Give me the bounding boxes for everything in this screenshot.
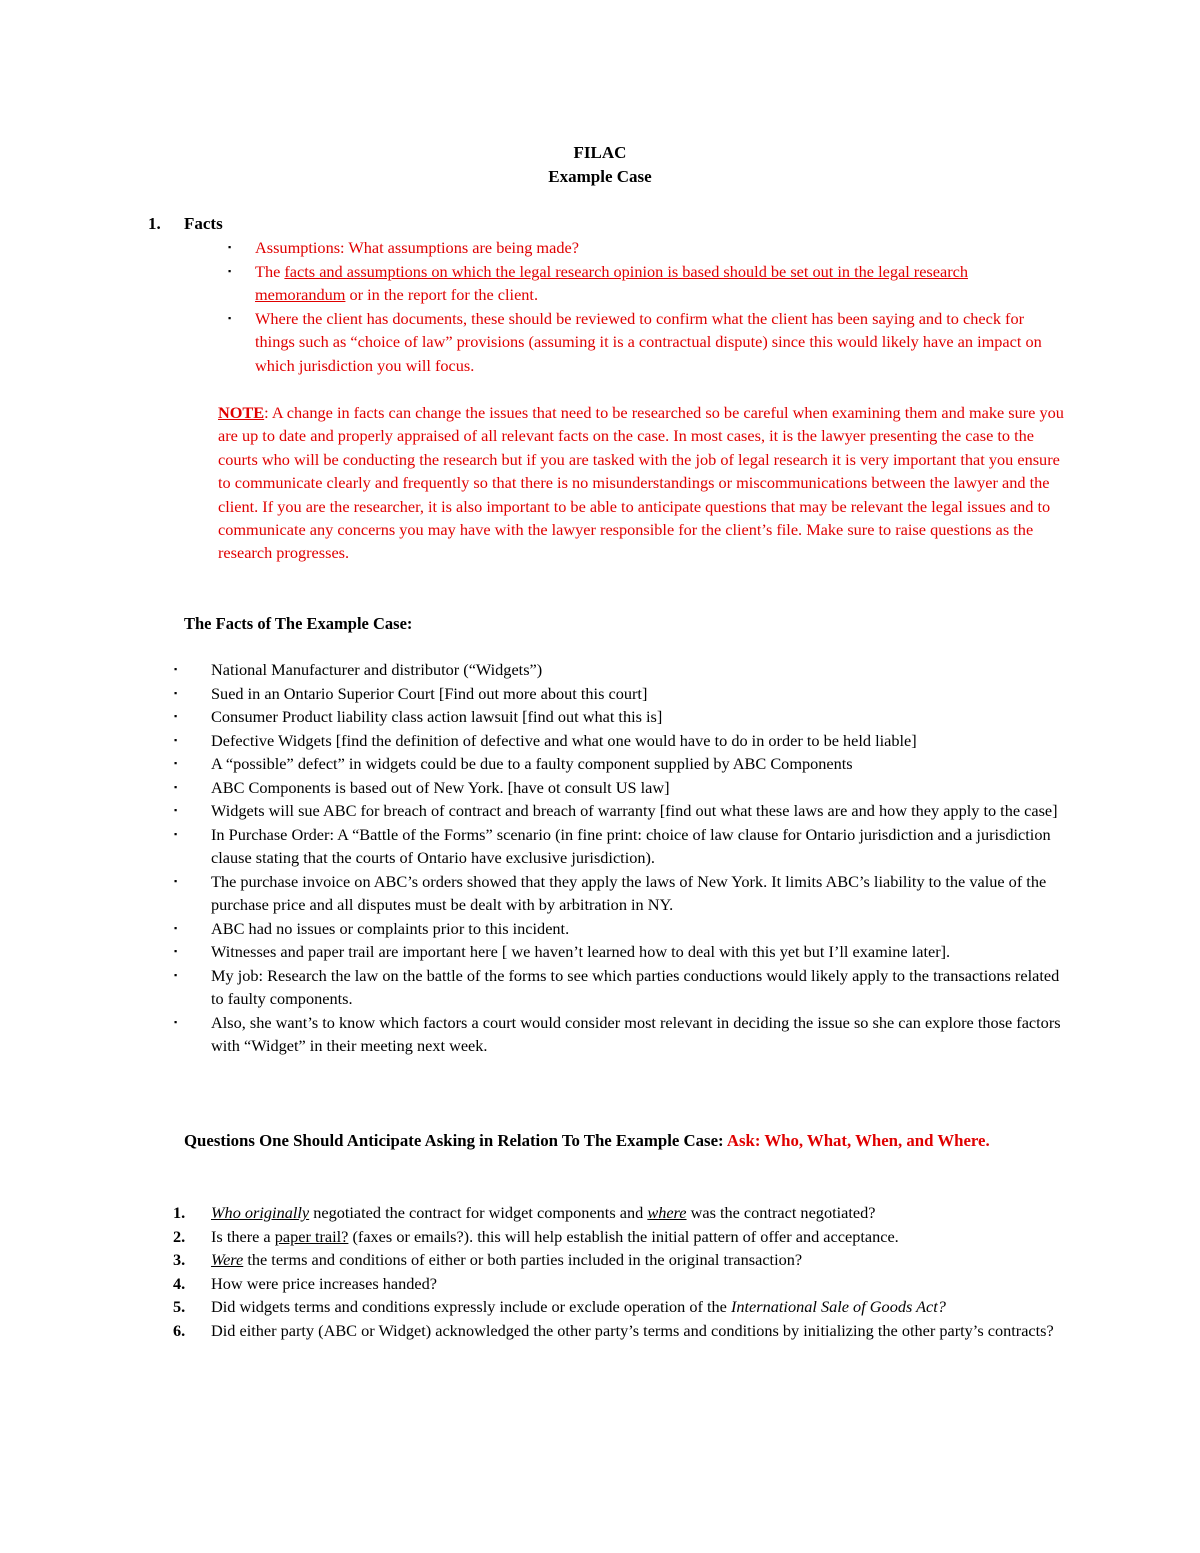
list-item: ▪ Witnesses and paper trail are important here [ we haven’t learned how to deal with this yet but I’ll examine later]. [211,940,1071,964]
assumptions-list [255,236,1055,377]
list-item-text: Where the client has documents, these should be reviewed to confirm what the client has been saying and to check for things such as “choice of law” provisions (assuming it is a contractual dispute) since this would likely have an impact on which jurisdiction you will focus. [255,308,1042,375]
facts-section-title: The Facts of The Example Case: [184,614,413,633]
question-text: Did widgets terms and conditions expressly include or exclude operation of the [211,1297,731,1317]
question-number: 5. [173,1297,186,1317]
question-text: Is there a [211,1226,275,1246]
note-text: : A change in facts can change the issues that need to be researched so be careful when examining them and make sure you are up to date and properly appraised of all relevant facts on the case. In most cases, it is the lawyer presenting the case to the courts who will be conducting the research but if you are tasked with the job of legal research it is very important that you ensure to communicate clearly and frequently so that there is no misunderstandings or miscommunications between the lawyer and the client. If you are the researcher, it is also important to be able to anticipate questions that may be relevant the legal issues and to communicate any concerns you may have with the lawyer responsible for the client’s file. Make sure to raise questions as the research progresses. [218,403,1064,563]
list-item: ▪ National Manufacturer and distributor (“Widgets”) [211,658,1071,682]
questions-title-text: Questions One Should Anticipate Asking in Relation To The Example Case: [184,1131,727,1150]
question-number: 6. [173,1320,186,1340]
note-paragraph [218,401,1068,565]
list-item-text: or in the report for the client. [345,285,539,304]
list-item [255,236,1055,260]
question-number: 2. [173,1226,186,1246]
question-number: 3. [173,1250,186,1270]
question-text: How were price increases handed? [211,1273,438,1293]
list-item: ▪ A “possible” defect” in widgets could be due to a faulty component supplied by ABC Components [211,752,1071,776]
list-item: ▪ ABC Components is based out of New York. [have ot consult US law] [211,776,1071,800]
list-item: ▪ Sued in an Ontario Superior Court [Find out more about this court] [211,682,1071,706]
underlined-text: Were [211,1250,244,1270]
section-facts-heading [148,214,223,234]
facts-list [211,658,1071,1058]
list-item: ▪ Defective Widgets [find the definition of defective and what one would have to do in order to be held liable] [211,729,1071,753]
underlined-text: where [647,1203,687,1222]
underlined-text: facts and assumptions on which the legal research opinion is based should be set out in the legal research memorandum [255,261,969,304]
document-subtitle: Example Case [548,167,652,186]
list-item: ▪ In Purchase Order: A “Battle of the Forms” scenario (in fine print: choice of law clause for Ontario jurisdiction and a jurisdiction clause stating that the courts of Ontario have exclusive jurisdiction). [211,823,1071,870]
list-item: ▪ My job: Research the law on the battle of the forms to see which parties conductions would likely apply to the transactions related to faulty components. [211,964,1071,1011]
document-title: FILAC [573,143,627,162]
question-item [173,1272,1071,1296]
note-label: NOTE [218,403,265,422]
question-item [173,1248,1071,1272]
question-text: (faxes or emails?). this will help establish the initial pattern of offer and acceptance. [348,1226,899,1246]
question-item [173,1295,1071,1319]
questions-list [173,1201,1071,1343]
list-item: ▪ ABC had no issues or complaints prior to this incident. [211,917,1071,941]
questions-section-title [184,1129,1064,1153]
italic-text: International Sale of Goods Act? [730,1297,946,1317]
list-item: ▪ The purchase invoice on ABC’s orders showed that they apply the laws of New York. It limits ABC’s liability to the value of the purchase price and all disputes must be dealt with by arbitration in NY. [211,870,1071,917]
question-text: was the contract negotiated? [686,1203,876,1222]
list-item: ▪ Also, she want’s to know which factors a court would consider most relevant in deciding the issue so she can explore those factors with “Widget” in their meeting next week. [211,1011,1071,1058]
questions-title-highlight: Ask: Who, What, When, and Where. [726,1131,990,1150]
question-number: 1. [173,1203,186,1222]
question-number: 4. [173,1273,186,1293]
list-item: ▪ Widgets will sue ABC for breach of contract and breach of warranty [find out what these laws are and how they apply to the case] [211,799,1071,823]
list-item-text: The [255,261,285,281]
question-item [173,1225,1071,1249]
underlined-text: paper trail? [274,1226,349,1246]
question-item [173,1201,1071,1225]
section-number: 1. [148,214,161,233]
list-item [255,307,1055,378]
list-item: ▪ Consumer Product liability class action lawsuit [find out what this is] [211,705,1071,729]
underlined-text: Who originally [211,1203,310,1222]
section-heading-text: Facts [184,214,223,233]
question-text: Did either party (ABC or Widget) acknowledged the other party’s terms and conditions by initializing the other party’s contracts? [211,1320,1054,1340]
list-item-text: Assumptions: What assumptions are being made? [255,238,579,257]
question-item [173,1319,1071,1343]
question-text: the terms and conditions of either or both parties included in the original transaction? [243,1250,803,1270]
question-text: negotiated the contract for widget components and [309,1203,648,1222]
list-item [255,260,1055,307]
